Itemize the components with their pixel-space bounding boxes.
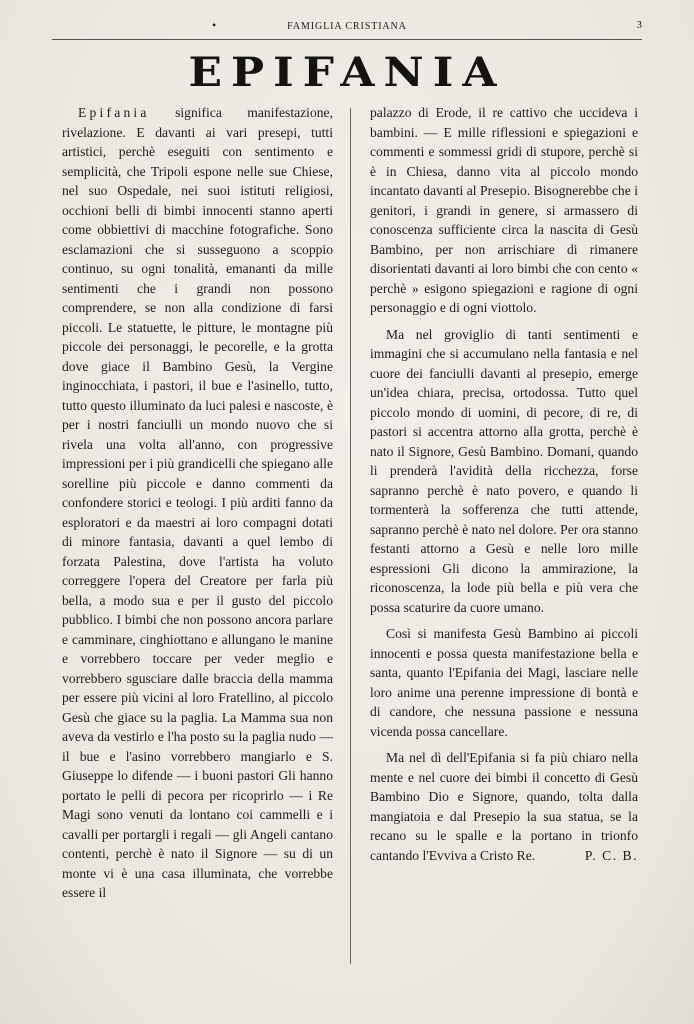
publication-name: FAMIGLIA CRISTIANA	[287, 21, 407, 32]
column-divider	[350, 108, 351, 964]
paragraph: palazzo di Erode, il re cattivo che uccideva i bambini. — E mille riflessioni e spiegazioni e commenti e sommessi gridi di stupore, perchè si è in Chiesa, danno vita al piccolo mondo incantato davanti al Presepio. Bisognerebbe che i genitori, i grandi in genere, si armassero di conoscenza sufficiente circa la nascita di Gesù Bambino, per non arrischiare di rimanere disorientati davanti ai loro bimbi che con cento « perchè » esigono spiegazioni e ragione di ogni personaggio e di ogni viottolo.	[370, 105, 638, 315]
page-header	[52, 18, 642, 40]
page-number: 3	[636, 19, 642, 31]
paragraph-text: Ma nel dì dell'Epifania si fa più chiaro nella mente e nel cuore dei bimbi il concetto di Gesù Bambino Dio e Signore, quando, tolta dalla mangiatoia e dal Presepio la sua statua, se la recano su le spalle e la portano in trionfo cantando l'Evviva a Cristo Re.	[370, 750, 638, 863]
paragraph	[370, 748, 638, 865]
paragraph: Ma nel groviglio di tanti sentimenti e immagini che si accumulano nella fantasia e nel cuore dei fanciulli davanti al presepio, emerge un'idea chiara, precisa, ortodossa. Tutto quel piccolo mondo di uomini, di pecore, di re, di pastori si accentra attorno alla grotta, perchè è nato il Signore, Gesù Bambino. Domani, quando li prenderà l'avidità della ricchezza, forse sapranno perchè è nato povero, e quando li tormenterà la sofferenza che tutti attende, sapranno perchè è nato nel dolore. Per ora stanno festanti attorno a Gesù e nelle loro mille espressioni Gli dicono la ammirazione, la riconoscenza, la lode più bella e più vera che possa scaturire da cuore umano.	[370, 326, 638, 615]
author-signature: P. C. B.	[584, 847, 638, 863]
left-column	[62, 103, 333, 903]
right-column	[370, 103, 638, 865]
paragraph-text: significa manifestazione, rivelazione. E davanti ai vari presepi, tutti artistici, perchè eseguiti con sentimento e semplicità, che Tripoli espone nelle sue Chiese, nel suo Ospedale, nei suoi istituti religiosi, occhioni belli di bimbi innocenti stanno aperti come obbiettivi di macchine fotografiche. Sono esclamazioni che si susseguono a scoppio continuo, su ogni tonalità, emananti da mille sentimenti che i grandi non possono comprendere, se non alla condizione di farsi piccoli. Le statuette, le pitture, le montagne più piccole dei personaggi, le pecorelle, e la grotta dove giace il Bambino Gesù, la Vergine inginocchiata, i pastori, il bue e l'asinello, tutto, tutto questo illuminato da luci palesi e nascoste, è per i nostri fanciulli un mondo nuovo che si rivela una volta all'anno, con progressive impressioni per i più grandicelli che spiegano alle sorelline più piccole e danno commenti da confondere storici e teologi. I più arditi fanno da esploratori e da maestri ai loro compagni dotati di minore fantasia, davanti a quel lembo di forzata Palestina, dove l'artista ha voluto correggere l'opera del Creatore per farla più bella, a modo sua e per il gusto del piccolo pubblico. I bimbi che non possono ancora parlare e camminare, cinghiottano e allungano le manine e vorrebbero toccare per veder meglio e vorrebbero sgusciare dalle braccia della mamma per essere più vicini al loro Fratellino, al piccolo Gesù che giace su la paglia. La Mamma sua non aveva da vestirlo e l'ha posto su la paglia nudo — il bue e l'asino vorrebbero mangiarlo e S. Giuseppe lo difende — i buoni pastori Gli hanno portato le pelli di pecora per ricoprirlo — i Re Magi sono venuti da lontano coi cammelli e i cavalli per portargli i regali — gli Angeli cantano contenti, perchè è nato il Signore — su di un monte vi è una casa illuminata, che vorrebbe essere il	[62, 105, 333, 900]
article-title: EPIFANIA	[188, 49, 506, 96]
paragraph	[62, 103, 333, 903]
intro-word: Epifania	[78, 105, 150, 120]
paragraph: Così si manifesta Gesù Bambino ai piccoli innocenti e possa questa manifestazione bella e santa, quanto l'Epifania dei Magi, lasciare nelle loro anime una perenne impressione di bontà e di candore, che nessuna passione e nessuna vicenda possa cancellare.	[370, 626, 638, 739]
header-rule	[52, 39, 642, 40]
header-dot: •	[212, 18, 217, 32]
